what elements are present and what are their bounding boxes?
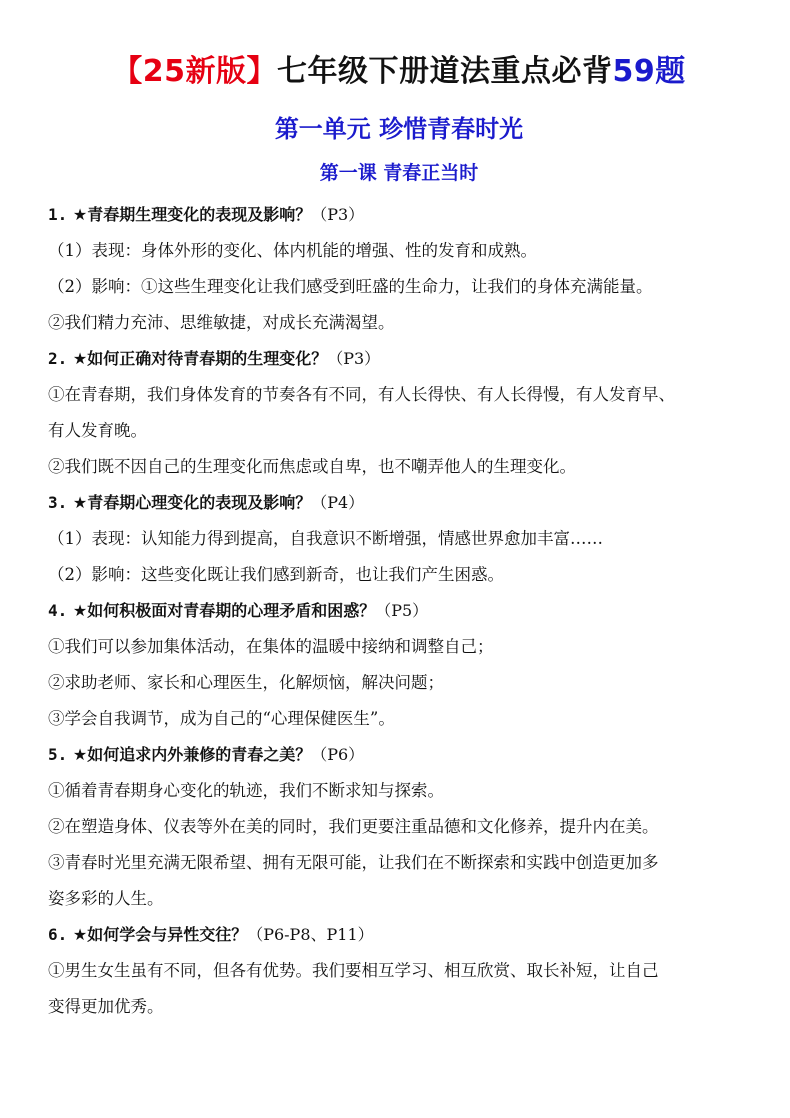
question-heading <box>48 485 750 521</box>
question-number: 2. <box>48 349 68 368</box>
question-number: 6. <box>48 925 68 944</box>
question-page-ref: （P4） <box>311 493 365 512</box>
title-main-text: 七年级下册道法重点必背 <box>277 54 613 89</box>
title-question-count: 59题 <box>612 54 686 89</box>
answer-line: ②我们既不因自己的生理变化而焦虑或自卑，也不嘲弄他人的生理变化。 <box>48 457 576 476</box>
answer-line: ②我们精力充沛、思维敏捷，对成长充满渴望。 <box>48 313 395 332</box>
question-heading <box>48 917 750 953</box>
question-page-ref: （P3） <box>327 349 381 368</box>
question-page-ref: （P5） <box>375 601 429 620</box>
answer-line: ③青春时光里充满无限希望、拥有无限可能，让我们在不断探索和实践中创造更加多 <box>48 853 659 872</box>
answer-line: （2）影响：这些变化既让我们感到新奇，也让我们产生困惑。 <box>48 565 504 584</box>
question-heading <box>48 197 750 233</box>
answer-line: （1）表现：认知能力得到提高，自我意识不断增强，情感世界愈加丰富…… <box>48 529 603 548</box>
question-text: ★青春期心理变化的表现及影响？ <box>72 493 312 512</box>
question-page-ref: （P3） <box>311 205 365 224</box>
question-number: 3. <box>48 493 68 512</box>
answer-line: 有人发育晚。 <box>48 421 147 440</box>
answer-line: ①循着青春期身心变化的轨迹，我们不断求知与探索。 <box>48 781 444 800</box>
answer-line: ②求助老师、家长和心理医生，化解烦恼，解决问题； <box>48 673 444 692</box>
question-page-ref: （P6） <box>311 745 365 764</box>
question-heading <box>48 341 750 377</box>
question-page-ref: （P6-P8、P11） <box>247 925 374 944</box>
answer-line: ②在塑造身体、仪表等外在美的同时，我们更要注重品德和文化修养，提升内在美。 <box>48 817 659 836</box>
answer-line: （2）影响：①这些生理变化让我们感受到旺盛的生命力，让我们的身体充满能量。 <box>48 277 653 296</box>
answer-line: ③学会自我调节，成为自己的“心理保健医生”。 <box>48 709 395 728</box>
question-heading <box>48 737 750 773</box>
question-list <box>48 197 750 1025</box>
document-title <box>48 50 750 94</box>
answer-line: 姿多彩的人生。 <box>48 889 164 908</box>
answer-line: ①我们可以参加集体活动，在集体的温暖中接纳和调整自己； <box>48 637 494 656</box>
question-text: ★如何学会与异性交往？ <box>72 925 248 944</box>
answer-line: ①男生女生虽有不同，但各有优势。我们要相互学习、相互欣赏、取长补短，让自己 <box>48 961 659 980</box>
answer-line: ①在青春期，我们身体发育的节奏各有不同，有人长得快、有人长得慢，有人发育早、 <box>48 385 675 404</box>
question-heading <box>48 593 750 629</box>
question-number: 4. <box>48 601 68 620</box>
lesson-heading: 第一课 青春正当时 <box>319 162 479 184</box>
question-text: ★如何追求内外兼修的青春之美？ <box>72 745 312 764</box>
question-number: 1. <box>48 205 68 224</box>
title-edition-bracket: 【25新版】 <box>112 54 277 89</box>
question-text: ★如何正确对待青春期的生理变化？ <box>72 349 328 368</box>
answer-line: 变得更加优秀。 <box>48 997 164 1016</box>
question-text: ★青春期生理变化的表现及影响？ <box>72 205 312 224</box>
question-text: ★如何积极面对青春期的心理矛盾和困惑？ <box>72 601 376 620</box>
answer-line: （1）表现：身体外形的变化、体内机能的增强、性的发育和成熟。 <box>48 241 537 260</box>
unit-heading: 第一单元 珍惜青春时光 <box>274 115 524 143</box>
question-number: 5. <box>48 745 68 764</box>
